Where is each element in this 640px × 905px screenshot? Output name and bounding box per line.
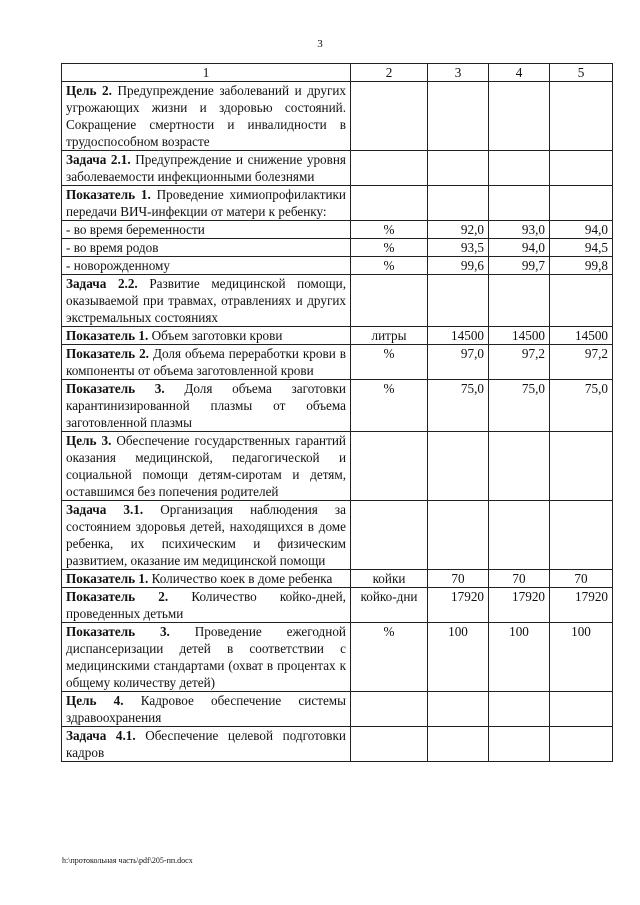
table-row [62, 692, 613, 727]
row-heading: Показатель 1. [66, 187, 151, 202]
row-text: Проведение ежегодной диспансеризации детей в соответствии с медицинскими стандартами (охват в процентах к общему количеству детей) [66, 624, 346, 690]
row-description [62, 623, 351, 692]
row-unit [351, 432, 428, 501]
table-row [62, 327, 613, 345]
row-text: Объем заготовки крови [148, 328, 283, 343]
table-row [62, 186, 613, 221]
row-description [62, 588, 351, 623]
row-value-v4 [489, 186, 550, 221]
row-value-v4 [489, 692, 550, 727]
row-value-v5 [550, 186, 613, 221]
row-value-v4: 70 [489, 570, 550, 588]
row-text: Доля объема заготовки карантинизированной плазмы от объема заготовленной плазмы [66, 381, 346, 430]
header-cell: 1 [62, 64, 351, 82]
table-row [62, 588, 613, 623]
row-value-v3 [428, 275, 489, 327]
row-description [62, 239, 351, 257]
row-value-v3: 17920 [428, 588, 489, 623]
row-value-v5: 97,2 [550, 345, 613, 380]
table-row [62, 570, 613, 588]
row-text: Предупреждение заболеваний и других угрожающих жизни и здоровью состояний. Сокращение смертности и инвалидности в трудоспособном возрасте [66, 83, 347, 149]
row-value-v5: 100 [550, 623, 613, 692]
row-text: Проведение химиопрофилактики передачи ВИЧ-инфекции от матери к ребенку: [66, 187, 346, 219]
row-heading: Задача 2.2. [66, 276, 138, 291]
table-row [62, 501, 613, 570]
row-value-v5 [550, 692, 613, 727]
row-value-v4 [489, 151, 550, 186]
row-value-v3 [428, 151, 489, 186]
row-value-v5: 75,0 [550, 380, 613, 432]
header-cell: 2 [351, 64, 428, 82]
row-heading: Цель 2. [66, 83, 112, 98]
row-value-v5: 14500 [550, 327, 613, 345]
file-path-footer: h:\протокольная часть\pdf\205-пп.docx [62, 856, 193, 865]
table-header-row [62, 64, 613, 82]
row-heading: Цель 4. [66, 693, 124, 708]
row-value-v4: 75,0 [489, 380, 550, 432]
row-heading: Показатель 1. [66, 571, 149, 586]
row-description [62, 186, 351, 221]
row-unit [351, 692, 428, 727]
row-heading: Задача 2.1. [66, 152, 131, 167]
row-text: Предупреждение и снижение уровня заболеваемости инфекционными болезнями [66, 152, 346, 184]
row-value-v4: 97,2 [489, 345, 550, 380]
row-text: Обеспечение государственных гарантий оказания медицинской, педагогической и социальной помощи детям-сиротам и детям, оставшимся без попечения родителей [66, 433, 346, 499]
row-unit [351, 186, 428, 221]
row-value-v3 [428, 186, 489, 221]
row-text: Доля объема переработки крови в компоненты от объема заготовленной крови [66, 346, 346, 378]
row-value-v4: 17920 [489, 588, 550, 623]
table-row [62, 380, 613, 432]
row-heading: Цель 3. [66, 433, 112, 448]
row-text: - во время беременности [66, 222, 205, 237]
row-value-v3 [428, 432, 489, 501]
row-text: - во время родов [66, 240, 159, 255]
row-text: Обеспечение целевой подготовки кадров [66, 728, 346, 760]
row-unit [351, 151, 428, 186]
row-heading: Задача 4.1. [66, 728, 136, 743]
row-unit: % [351, 239, 428, 257]
row-unit: % [351, 380, 428, 432]
page-number: 3 [317, 38, 323, 50]
row-value-v5: 94,0 [550, 221, 613, 239]
row-description [62, 327, 351, 345]
indicators-table [61, 63, 613, 762]
row-value-v3 [428, 727, 489, 762]
row-value-v3: 14500 [428, 327, 489, 345]
row-description [62, 82, 351, 151]
table-row [62, 275, 613, 327]
row-heading: Показатель 3. [66, 624, 170, 639]
row-unit: литры [351, 327, 428, 345]
row-value-v5: 17920 [550, 588, 613, 623]
row-description [62, 257, 351, 275]
row-heading: Показатель 1. [66, 328, 149, 343]
row-text: Развитие медицинской помощи, оказываемой при травмах, отравлениях и других экстремальных состояниях [66, 276, 346, 325]
row-unit [351, 727, 428, 762]
row-description [62, 151, 351, 186]
row-value-v4 [489, 82, 550, 151]
row-description [62, 570, 351, 588]
table-row [62, 727, 613, 762]
row-value-v4 [489, 432, 550, 501]
table-row [62, 82, 613, 151]
row-value-v3: 99,6 [428, 257, 489, 275]
row-value-v4 [489, 727, 550, 762]
header-cell: 4 [489, 64, 550, 82]
row-text: Организация наблюдения за состоянием здоровья детей, находящихся в доме ребенка, их психическим и физическим развитием, оказание им медицинской помощи [66, 502, 346, 568]
row-unit: % [351, 221, 428, 239]
table-row [62, 432, 613, 501]
row-value-v3: 100 [428, 623, 489, 692]
row-unit: % [351, 345, 428, 380]
row-value-v3 [428, 501, 489, 570]
row-description [62, 345, 351, 380]
header-cell: 5 [550, 64, 613, 82]
row-value-v4: 100 [489, 623, 550, 692]
row-value-v5 [550, 82, 613, 151]
table-row [62, 151, 613, 186]
row-value-v4: 99,7 [489, 257, 550, 275]
row-value-v5 [550, 432, 613, 501]
row-value-v3 [428, 82, 489, 151]
row-value-v4: 93,0 [489, 221, 550, 239]
row-value-v3: 92,0 [428, 221, 489, 239]
row-unit: % [351, 623, 428, 692]
header-cell: 3 [428, 64, 489, 82]
row-value-v5: 99,8 [550, 257, 613, 275]
row-unit: койко-дни [351, 588, 428, 623]
row-value-v3: 70 [428, 570, 489, 588]
row-heading: Показатель 3. [66, 381, 165, 396]
row-unit [351, 275, 428, 327]
row-description [62, 692, 351, 727]
indicators-table-body [62, 64, 613, 762]
row-heading: Задача 3.1. [66, 502, 144, 517]
row-text: Количество койко-дней, проведенных детьми [66, 589, 346, 621]
row-value-v3: 93,5 [428, 239, 489, 257]
row-value-v4 [489, 501, 550, 570]
row-description [62, 432, 351, 501]
row-description [62, 275, 351, 327]
row-value-v4: 14500 [489, 327, 550, 345]
row-text: Количество коек в доме ребенка [148, 571, 333, 586]
row-value-v5 [550, 501, 613, 570]
row-unit [351, 501, 428, 570]
row-value-v5 [550, 151, 613, 186]
row-value-v3: 75,0 [428, 380, 489, 432]
table-row [62, 623, 613, 692]
table-row [62, 221, 613, 239]
row-description [62, 501, 351, 570]
row-value-v5: 70 [550, 570, 613, 588]
row-description [62, 380, 351, 432]
row-unit: % [351, 257, 428, 275]
row-heading: Показатель 2. [66, 589, 169, 604]
row-unit: койки [351, 570, 428, 588]
row-value-v5: 94,5 [550, 239, 613, 257]
row-unit [351, 82, 428, 151]
row-value-v5 [550, 275, 613, 327]
table-row [62, 257, 613, 275]
row-text: - новорожденному [66, 258, 170, 273]
row-value-v5 [550, 727, 613, 762]
row-text: Кадровое обеспечение системы здравоохранения [66, 693, 347, 725]
row-description [62, 727, 351, 762]
row-heading: Показатель 2. [66, 346, 149, 361]
row-value-v4 [489, 275, 550, 327]
row-description [62, 221, 351, 239]
table-row [62, 239, 613, 257]
table-row [62, 345, 613, 380]
row-value-v3: 97,0 [428, 345, 489, 380]
row-value-v3 [428, 692, 489, 727]
row-value-v4: 94,0 [489, 239, 550, 257]
